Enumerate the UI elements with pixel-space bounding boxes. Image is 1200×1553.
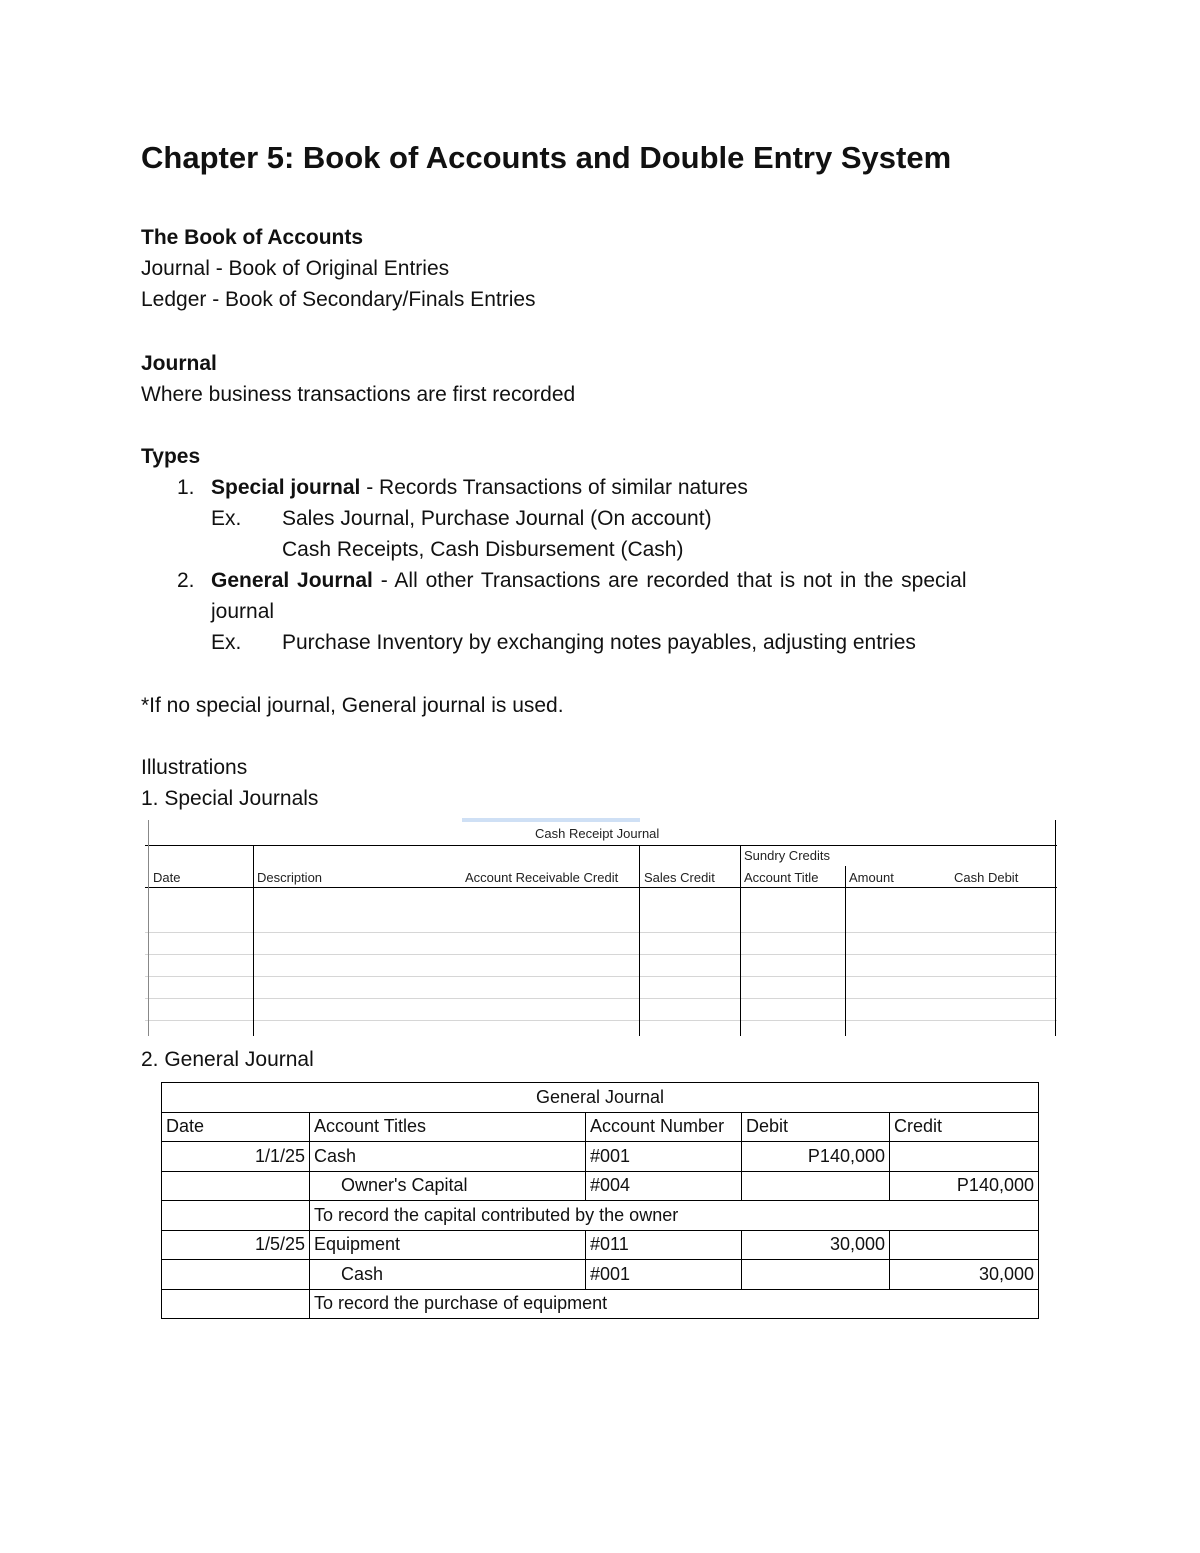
types-heading: Types [141, 445, 201, 468]
example-line: Sales Journal, Purchase Journal (On account) [282, 507, 712, 530]
column-header: Sales Credit [644, 870, 715, 885]
credit-cell: 30,000 [890, 1260, 1039, 1290]
general-journal-table [161, 1082, 1039, 1319]
column-header: Account Number [586, 1112, 742, 1142]
sundry-credits-header: Sundry Credits [744, 848, 830, 863]
note-text: *If no special journal, General journal is used. [141, 694, 564, 717]
example-line: Purchase Inventory by exchanging notes payables, adjusting entries [282, 631, 916, 654]
example-label: Ex. [211, 631, 242, 654]
account-number-cell: #001 [586, 1260, 742, 1290]
list-item-desc-continued: journal [211, 600, 275, 623]
list-item-desc: - Records Transactions of similar natures [360, 476, 748, 499]
book-of-accounts-heading: The Book of Accounts [141, 226, 364, 249]
list-item-special-journal [211, 475, 748, 501]
table-title-row [162, 1083, 1039, 1113]
debit-cell: 30,000 [742, 1230, 890, 1260]
date-cell [162, 1201, 310, 1231]
journal-description: Where business transactions are first recorded [141, 383, 576, 406]
list-item-general-journal [211, 568, 967, 594]
table-row [162, 1260, 1039, 1290]
account-number-cell: #004 [586, 1171, 742, 1201]
table-row [162, 1201, 1039, 1231]
column-header: Account Receivable Credit [465, 870, 619, 885]
list-number: 1. [177, 476, 195, 499]
account-cell: Cash [310, 1142, 586, 1172]
column-header: Cash Debit [954, 870, 1019, 885]
account-number-cell: #011 [586, 1230, 742, 1260]
account-number-cell: #001 [586, 1142, 742, 1172]
selection-highlight [462, 818, 640, 822]
journal-heading: Journal [141, 352, 217, 375]
account-cell: Cash [310, 1260, 586, 1290]
list-item-desc: - All other Transactions are recorded that is not in the special [372, 569, 967, 592]
column-header: Description [257, 870, 323, 885]
journal-definition-line: Journal - Book of Original Entries [141, 257, 450, 280]
date-cell: 1/1/25 [162, 1142, 310, 1172]
table-row [162, 1289, 1039, 1319]
table-row [162, 1230, 1039, 1260]
account-cell: Equipment [310, 1230, 586, 1260]
example-line: Cash Receipts, Cash Disbursement (Cash) [282, 538, 684, 561]
account-cell: Owner's Capital [310, 1171, 586, 1201]
column-header: Debit [742, 1112, 890, 1142]
column-header: Credit [890, 1112, 1039, 1142]
date-cell [162, 1260, 310, 1290]
date-cell [162, 1171, 310, 1201]
memo-cell: To record the purchase of equipment [310, 1289, 1039, 1319]
column-header: Account Title [744, 870, 819, 885]
cash-receipt-journal-table [145, 818, 1059, 1038]
date-cell: 1/5/25 [162, 1230, 310, 1260]
general-journal-label: 2. General Journal [141, 1048, 314, 1071]
illustrations-heading: Illustrations [141, 756, 248, 779]
credit-cell [890, 1230, 1039, 1260]
page-title: Chapter 5: Book of Accounts and Double Entry System [141, 140, 952, 175]
debit-cell [742, 1171, 890, 1201]
table-row [162, 1142, 1039, 1172]
table-row [162, 1171, 1039, 1201]
debit-cell: P140,000 [742, 1142, 890, 1172]
example-label: Ex. [211, 507, 242, 530]
special-journals-label: 1. Special Journals [141, 787, 319, 810]
list-number: 2. [177, 569, 195, 592]
debit-cell [742, 1260, 890, 1290]
general-journal-title: General Journal [162, 1083, 1039, 1113]
table-header-row [162, 1112, 1039, 1142]
credit-cell [890, 1142, 1039, 1172]
cash-receipt-journal-title: Cash Receipt Journal [535, 826, 660, 841]
list-item-term: Special journal [211, 476, 361, 499]
ledger-definition-line: Ledger - Book of Secondary/Finals Entries [141, 288, 536, 311]
date-cell [162, 1289, 310, 1319]
column-header: Date [153, 870, 181, 885]
column-header: Account Titles [310, 1112, 586, 1142]
column-header: Date [162, 1112, 310, 1142]
list-item-term: General Journal [211, 569, 373, 592]
memo-cell: To record the capital contributed by the owner [310, 1201, 1039, 1231]
credit-cell: P140,000 [890, 1171, 1039, 1201]
column-header: Amount [849, 870, 894, 885]
